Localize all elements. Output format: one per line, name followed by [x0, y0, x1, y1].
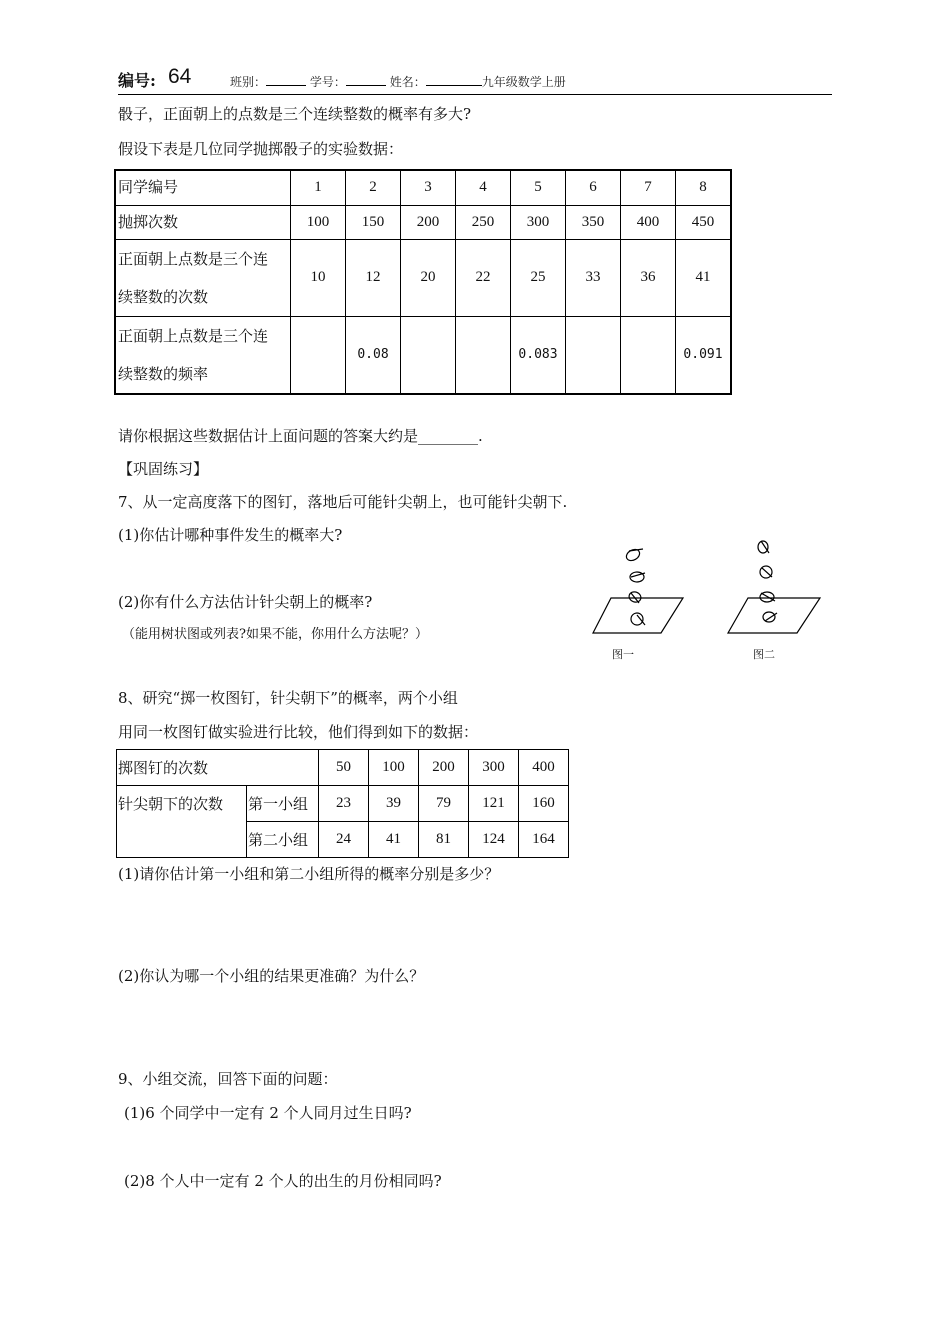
- table-cell: 3: [401, 170, 456, 205]
- table-cell: 150: [346, 205, 401, 239]
- table-cell: 7: [621, 170, 676, 205]
- table-cell: 0.08: [346, 316, 401, 394]
- table-row-label: [115, 239, 291, 316]
- problem-intro-line1: 骰子，正面朝上的点数是三个连续整数的概率有多大?: [118, 105, 472, 123]
- table-cell: 100: [291, 205, 346, 239]
- q9-part1: (1)6 个同学中一定有 2 个人同月过生日吗?: [124, 1104, 412, 1122]
- table-cell: 33: [566, 239, 621, 316]
- table-cell: 450: [676, 205, 732, 239]
- table-row: [115, 170, 731, 205]
- table-cell: 79: [419, 786, 469, 822]
- table-cell: [291, 316, 346, 394]
- table-cell: 6: [566, 170, 621, 205]
- label-line: 续整数的次数: [118, 287, 209, 306]
- dice-experiment-table: [114, 169, 732, 395]
- label-line: 正面朝上点数是三个连: [118, 249, 269, 268]
- table-cell: 12: [346, 239, 401, 316]
- q7-stem: 7、从一定高度落下的图钉，落地后可能针尖朝上，也可能针尖朝下.: [118, 493, 568, 511]
- table-cell: 25: [511, 239, 566, 316]
- table-cell: 200: [401, 205, 456, 239]
- table-cell: 23: [319, 786, 369, 822]
- figure1-drawing: [593, 547, 683, 633]
- q8-part2: (2)你认为哪一个小组的结果更准确？为什么？: [118, 967, 425, 985]
- table-cell: 121: [469, 786, 519, 822]
- label-line: 续整数的频率: [118, 364, 209, 383]
- table-row-label: 第二小组: [247, 822, 319, 858]
- table-cell: 124: [469, 822, 519, 858]
- table-row: [115, 239, 731, 316]
- q7-note: （能用树状图或列表?如果不能，你用什么方法呢？）: [122, 627, 428, 642]
- thumbtack-icon: [758, 541, 769, 553]
- table-cell: 36: [621, 239, 676, 316]
- table-cell: 160: [519, 786, 569, 822]
- code-label: 编号:: [118, 71, 156, 90]
- student-no-label: 学号：: [309, 75, 346, 89]
- table-cell: 0.083: [511, 316, 566, 394]
- thumbtack-icon: [628, 590, 643, 604]
- practice-heading: 【巩固练习】: [118, 460, 209, 478]
- table-cell: 8: [676, 170, 732, 205]
- name-blank: [426, 73, 482, 86]
- table-row-label: 抛掷次数: [115, 205, 291, 239]
- table-cell: 22: [456, 239, 511, 316]
- table-cell: 300: [511, 205, 566, 239]
- q7-part2: (2)你有什么方法估计针尖朝上的概率?: [118, 593, 373, 611]
- table-cell: 0.091: [676, 316, 732, 394]
- table-cell: 1: [291, 170, 346, 205]
- table-cell: 2: [346, 170, 401, 205]
- thumbtack-icon: [630, 572, 645, 582]
- table-cell: 41: [369, 822, 419, 858]
- figure2-label: 图二: [753, 649, 775, 661]
- thumbtack-experiment-table: [116, 749, 569, 858]
- student-no-blank: [346, 73, 386, 86]
- q8-part1: (1)请你估计第一小组和第二小组所得的概率分别是多少？: [118, 865, 500, 883]
- table-cell: 100: [369, 750, 419, 786]
- thumbtack-icon: [760, 592, 775, 602]
- q9-stem: 9、小组交流，回答下面的问题：: [118, 1070, 338, 1088]
- table-row: [117, 786, 569, 822]
- table-row-label: 第一小组: [247, 786, 319, 822]
- table-header-cell: 掷图钉的次数: [117, 750, 319, 786]
- estimate-question: 请你根据这些数据估计上面问题的答案大约是________.: [118, 427, 483, 445]
- q8-stem-line2: 用同一枚图钉做实验进行比较，他们得到如下的数据：: [118, 723, 479, 741]
- problem-intro-line2: 假设下表是几位同学抛掷骰子的实验数据：: [118, 140, 404, 158]
- table-cell: 164: [519, 822, 569, 858]
- table-cell: 5: [511, 170, 566, 205]
- group-label-cell: 针尖朝下的次数: [117, 786, 247, 858]
- header-info: [230, 73, 566, 90]
- table-cell: [621, 316, 676, 394]
- table-cell: [456, 316, 511, 394]
- table-cell: 400: [621, 205, 676, 239]
- table-cell: 200: [419, 750, 469, 786]
- q8-stem-line1: 8、研究“掷一枚图钉，针尖朝下”的概率，两个小组: [118, 689, 458, 707]
- table-row: [117, 750, 569, 786]
- table-cell: 350: [566, 205, 621, 239]
- figure1-label: 图一: [612, 649, 634, 661]
- table-row: [115, 205, 731, 239]
- table-cell: 250: [456, 205, 511, 239]
- table-cell: 4: [456, 170, 511, 205]
- table-cell: 50: [319, 750, 369, 786]
- table-row: [115, 316, 731, 394]
- table-cell: 39: [369, 786, 419, 822]
- thumbtack-icon: [624, 547, 643, 563]
- table-header-cell: 同学编号: [115, 170, 291, 205]
- page-header: [118, 65, 832, 95]
- table-cell: [566, 316, 621, 394]
- thumbtack-icon: [763, 612, 777, 622]
- q9-part2: (2)8 个人中一定有 2 个人的出生的月份相同吗?: [124, 1172, 442, 1190]
- table-cell: 24: [319, 822, 369, 858]
- table-cell: 20: [401, 239, 456, 316]
- table-cell: [401, 316, 456, 394]
- code-number: 64: [168, 65, 192, 88]
- thumbtack-icon: [631, 613, 645, 625]
- table-cell: 10: [291, 239, 346, 316]
- thumbtack-icon: [760, 566, 772, 578]
- name-label: 姓名：: [389, 75, 426, 89]
- table-cell: 300: [469, 750, 519, 786]
- table-cell: 41: [676, 239, 732, 316]
- table-row-label: [115, 316, 291, 394]
- table-cell: 400: [519, 750, 569, 786]
- figure2-drawing: [728, 541, 820, 633]
- class-label: 班别：: [230, 75, 267, 89]
- table-cell: 81: [419, 822, 469, 858]
- class-blank: [266, 73, 306, 86]
- course-name: 九年级数学上册: [481, 75, 566, 89]
- label-line: 正面朝上点数是三个连: [118, 326, 269, 345]
- q7-part1: (1)你估计哪种事件发生的概率大?: [118, 526, 343, 544]
